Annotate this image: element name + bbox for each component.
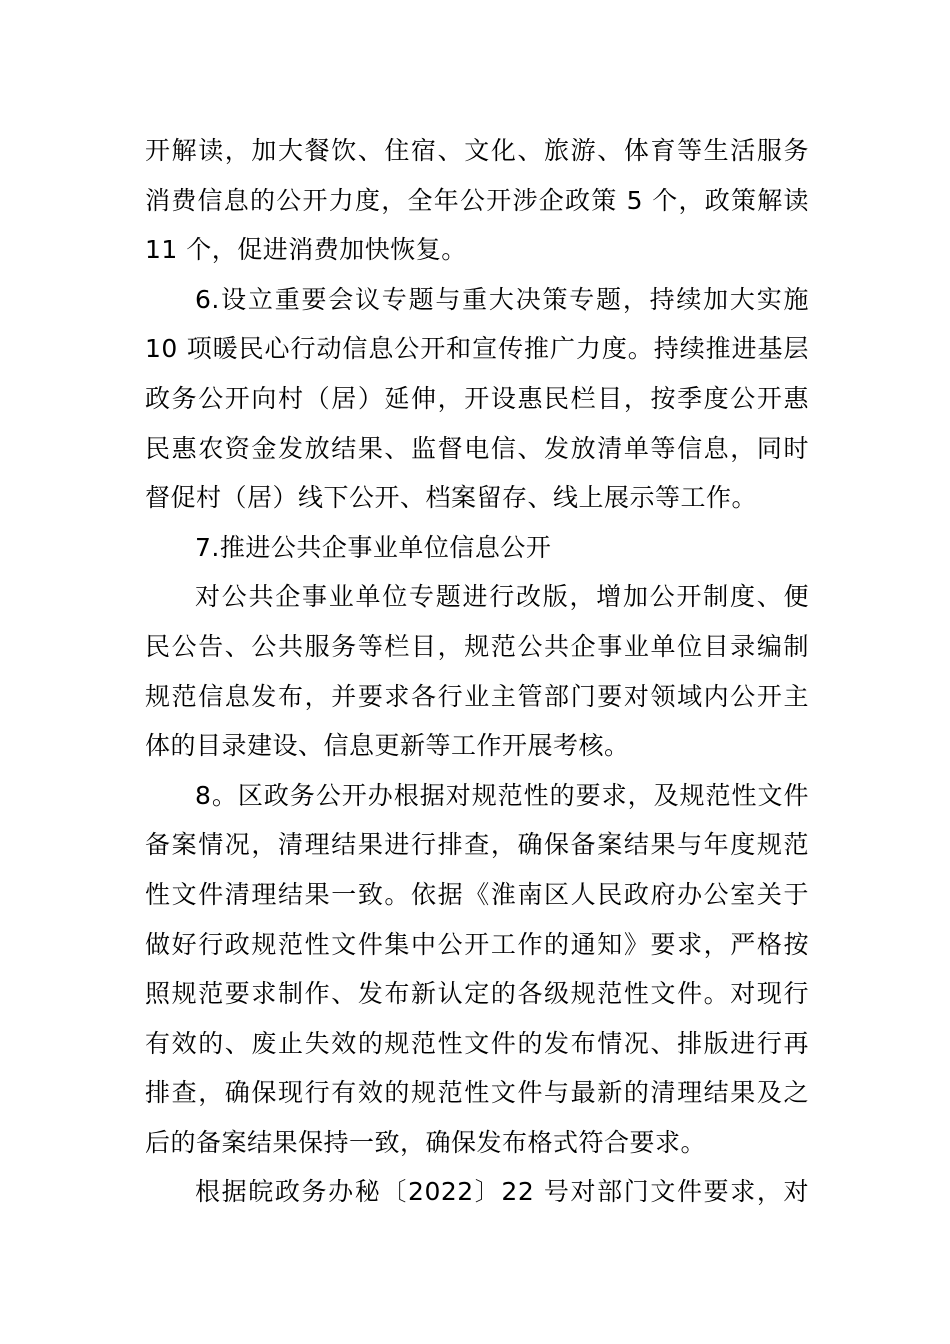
text-line: 11 个，促进消费加快恢复。 xyxy=(145,235,467,265)
text-line: 民公告、公共服务等栏目，规范公共企事业单位目录编制 xyxy=(145,631,809,661)
text-line: 消费信息的公开力度，全年公开涉企政策 5 个，政策解读 xyxy=(145,185,809,215)
text-line: 排查，确保现行有效的规范性文件与最新的清理结果及之 xyxy=(145,1078,809,1108)
text-line: 对公共企事业单位专题进行改版，增加公开制度、便 xyxy=(195,582,809,612)
text-line: 开解读，加大餐饮、住宿、文化、旅游、体育等生活服务 xyxy=(145,136,809,165)
text-line: 政务公开向村（居）延伸，开设惠民栏目，按季度公开惠 xyxy=(145,383,809,413)
text-line: 督促村（居）线下公开、档案留存、线上展示等工作。 xyxy=(145,483,758,513)
text-line: 备案情况，清理结果进行排查，确保备案结果与年度规范 xyxy=(145,830,809,860)
text-line: 根据皖政务办秘〔2022〕22 号对部门文件要求，对 xyxy=(195,1177,809,1207)
text-line: 规范信息发布，并要求各行业主管部门要对领域内公开主 xyxy=(145,681,809,711)
text-line: 民惠农资金发放结果、监督电信、发放清单等信息，同时 xyxy=(145,433,809,463)
text-line: 性文件清理结果一致。依据《淮南区人民政府办公室关于 xyxy=(145,879,809,909)
text-line: 做好行政规范性文件集中公开工作的通知》要求，严格按 xyxy=(145,929,809,959)
text-line: 有效的、废止失效的规范性文件的发布情况、排版进行再 xyxy=(145,1028,809,1058)
text-line: 6.设立重要会议专题与重大决策专题，持续加大实施 xyxy=(195,284,809,314)
text-line: 后的备案结果保持一致，确保发布格式符合要求。 xyxy=(145,1127,707,1157)
section-heading: 7.推进公共企事业单位信息公开 xyxy=(195,532,552,562)
text-line: 10 项暖民心行动信息公开和宣传推广力度。持续推进基层 xyxy=(145,334,809,364)
text-line: 体的目录建设、信息更新等工作开展考核。 xyxy=(145,731,630,761)
text-line: 照规范要求制作、发布新认定的各级规范性文件。对现行 xyxy=(145,979,809,1009)
document-body xyxy=(145,126,809,1217)
text-line: 8。区政务公开办根据对规范性的要求，及规范性文件 xyxy=(195,780,809,810)
